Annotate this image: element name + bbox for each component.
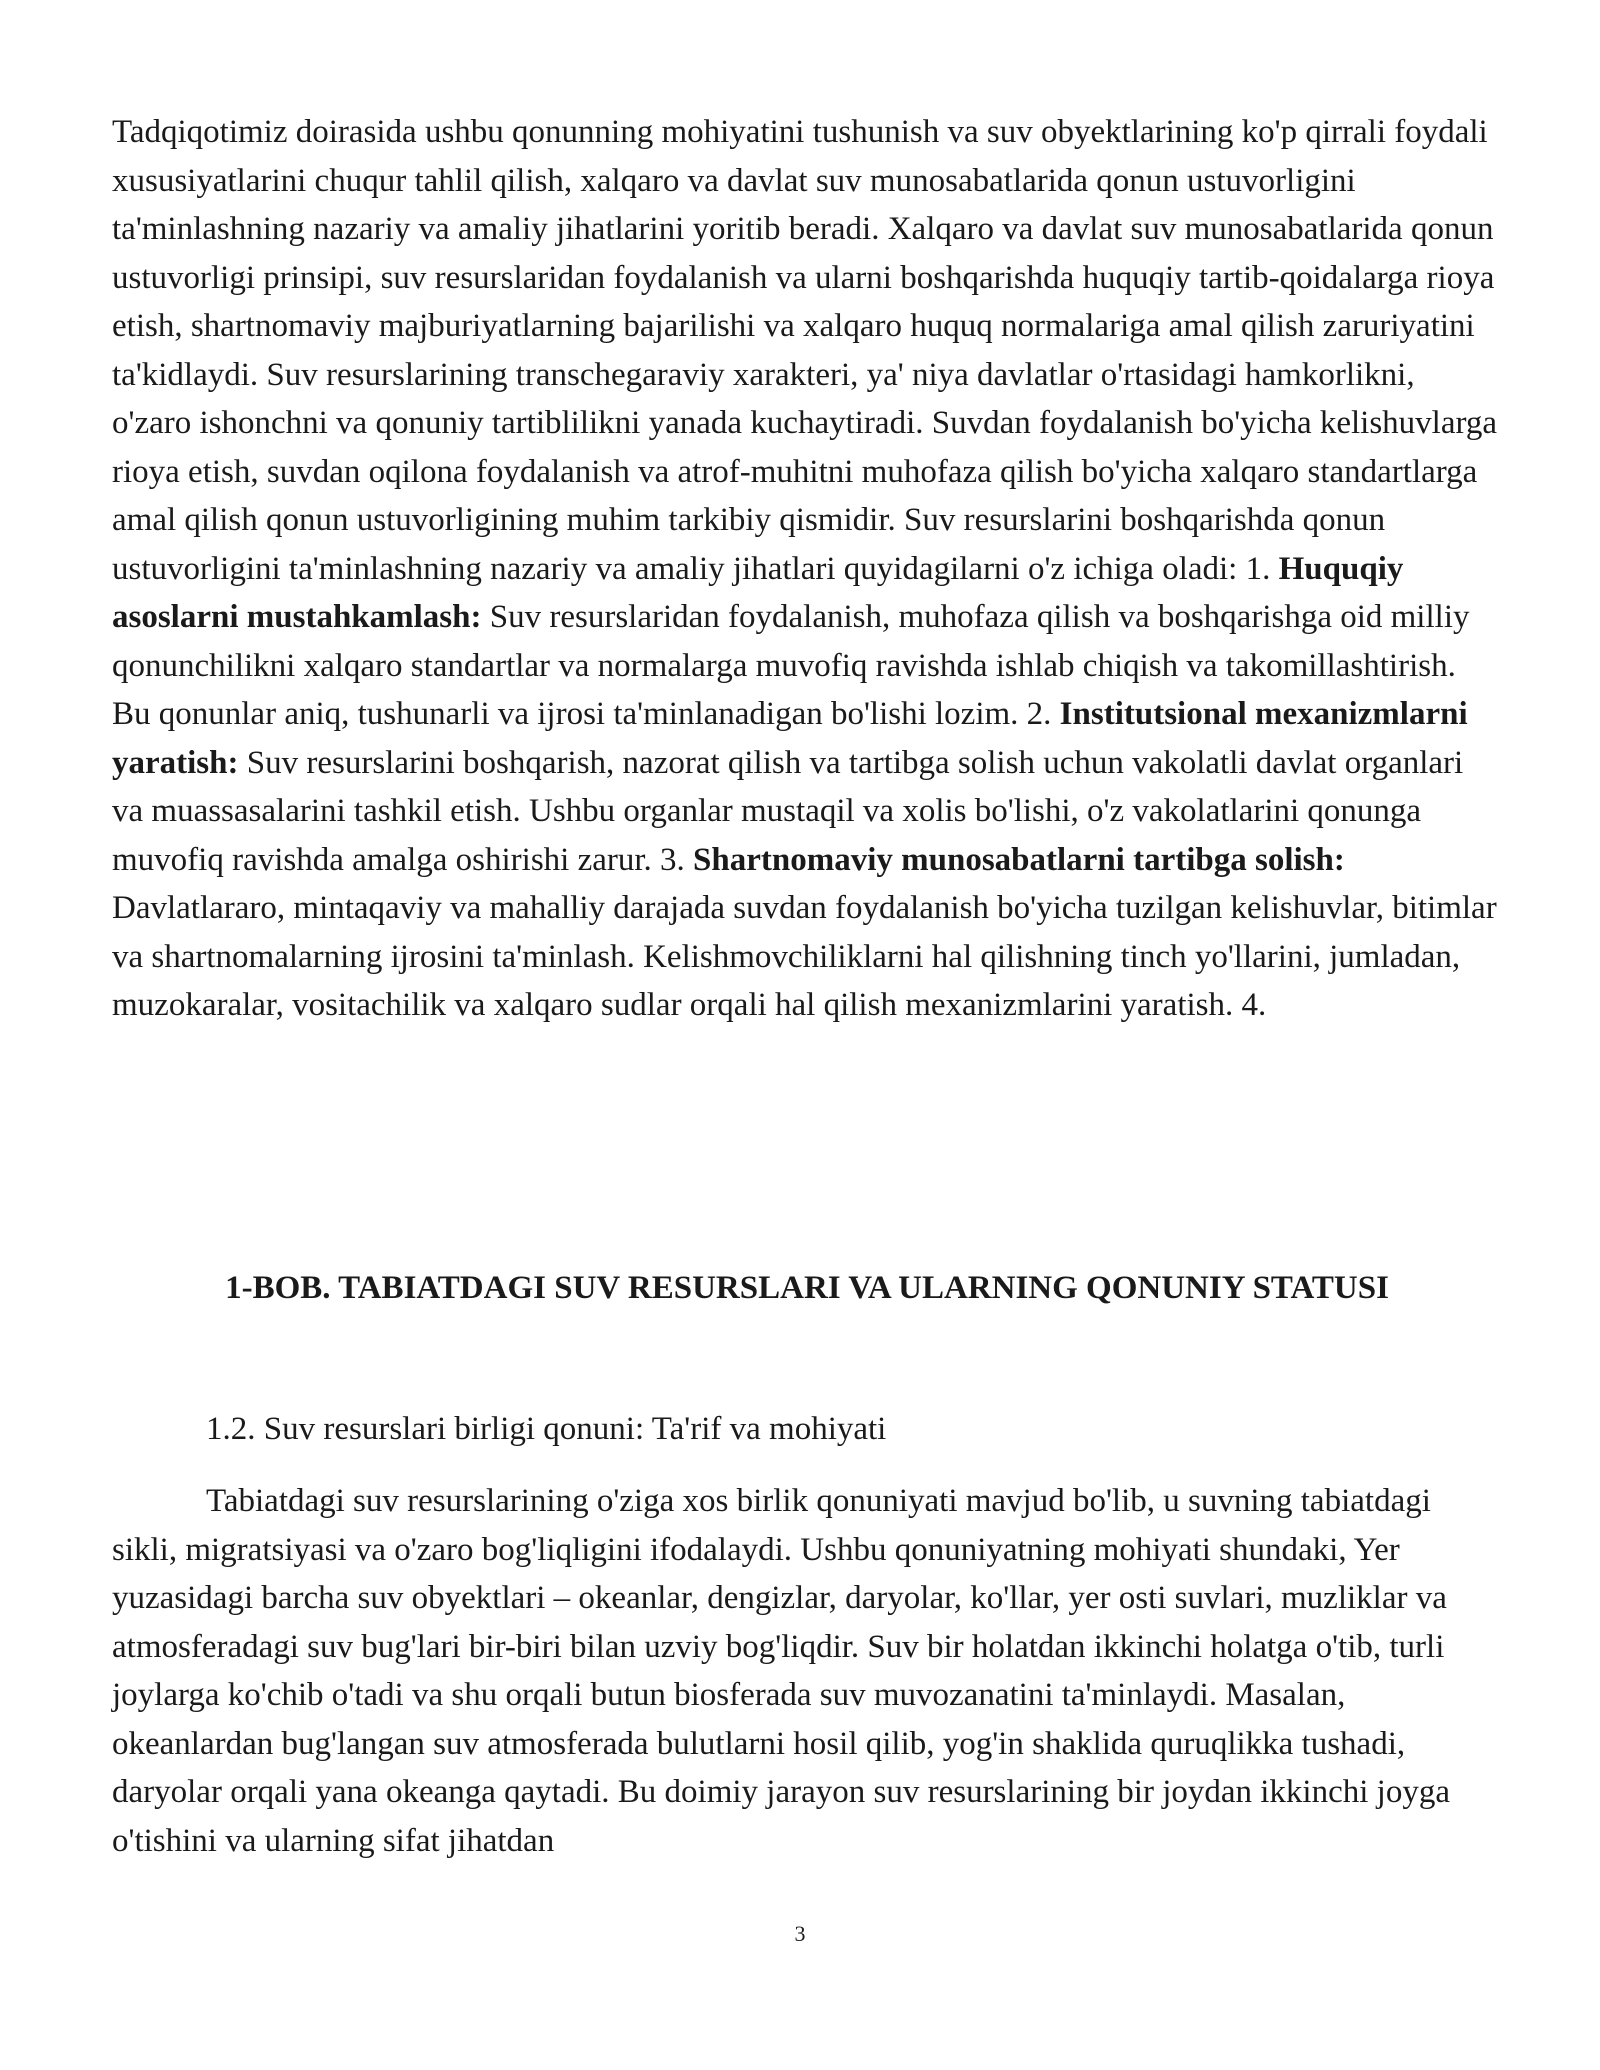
body-paragraph-1 [112,108,1502,1030]
item2-text: Suv resurslarini boshqarish, nazorat qilish va tartibga solish uchun vakolatli davlat organlari va muassasalarini tashkil etish. Ushbu organlar mustaqil va xolis bo'lishi, o'z vakolatlarini qonunga muvofiq ravishda amalga oshirishi zarur. 3. [112,744,1464,878]
paragraph-intro-text: Tadqiqotimiz doirasida ushbu qonunning mohiyatini tushunish va suv obyektlarining ko'p qirrali foydali xususiyatlarini chuqur tahlil qilish, xalqaro va davlat suv munosabatlarida qonun ustuvorligini ta'minlashning nazariy va amaliy jihatlarini yoritib beradi. Xalqaro va davlat suv munosabatlarida qonun ustuvorligi prinsipi, suv resurslaridan foydalanish va ularni boshqarishda huquqiy tartib-qoidalarga rioya etish, shartnomaviy majburiyatlarning bajarilishi va xalqaro huquq normalariga amal qilish zaruriyatini ta'kidlaydi. Suv resurslarining transchegaraviy xarakteri, ya' niya davlatlar o'rtasidagi hamkorlikni, o'zaro ishonchni va qonuniy tartiblilikni yanada kuchaytiradi. Suvdan foydalanish bo'yicha kelishuvlarga rioya etish, suvdan oqilona foydalanish va atrof-muhitni muhofaza qilish bo'yicha xalqaro standartlarga amal qilish qonun ustuvorligining muhim tarkibiy qismidir. Suv resurslarini boshqarishda qonun ustuvorligini ta'minlashning nazariy va amaliy jihatlari quyidagilarni o'z ichiga oladi: 1. [112,114,1498,587]
page-number: 3 [794,1921,806,1946]
item3-text: Davlatlararo, mintaqaviy va mahalliy darajada suvdan foydalanish bo'yicha tuzilgan kelishuvlar, bitimlar va shartnomalarning ijrosini ta'minlash. Kelishmovchiliklarni hal qilishning tinch yo'llarini, jumladan, muzokaralar, vositachilik va xalqaro sudlar orqali hal qilish mexanizmlarini yaratish. 4. [112,890,1497,1023]
body-paragraph-2: Tabiatdagi suv resurslarining o'ziga xos birlik qonuniyati mavjud bo'lib, u suvning tabiatdagi sikli, migratsiyasi va o'zaro bog'liqligini ifodalaydi. Ushbu qonuniyatning mohiyati shundaki, Yer yuzasidagi barcha suv obyektlari – okeanlar, dengizlar, daryolar, ko'llar, yer osti suvlari, muzliklar va atmosferadagi suv bug'lari bir-biri bilan uzviy bog'liqdir. Suv bir holatdan ikkinchi holatga o'tib, turli joylarga ko'chib o'tadi va shu orqali butun biosferada suv muvozanatini ta'minlaydi. Masalan, okeanlardan bug'langan suv atmosferada bulutlarni hosil qilib, yog'in shaklida quruqlikka tushadi, daryolar orqali yana okeanga qaytadi. Bu doimiy jarayon suv resurslarining bir joydan ikkinchi joyga o'tishini va ularning sifat jihatdan [112,1483,1450,1859]
item1-text: Suv resurslaridan foydalanish, muhofaza qilish va boshqarishga oid milliy qonunchilikni xalqaro standartlar va normalarga muvofiq ravishda ishlab chiqish va takomillashtirish. Bu qonunlar aniq, tushunarli va ijrosi ta'minlanadigan bo'lishi lozim. 2. [112,599,1470,732]
item1-title: Huquqiy asoslarni mustahkamlash: [112,550,1404,635]
chapter-heading: 1-BOB. TABIATDAGI SUV RESURSLARI VA ULARNING QONUNIY STATUSI [225,1270,1389,1306]
item3-title: Shartnomaviy munosabatlarni tartibga solish: [693,841,1345,878]
section-heading: 1.2. Suv resurslari birligi qonuni: Ta'rif va mohiyati [206,1411,887,1447]
item2-title: Institutsional mexanizmlarni yaratish: [112,696,1468,781]
